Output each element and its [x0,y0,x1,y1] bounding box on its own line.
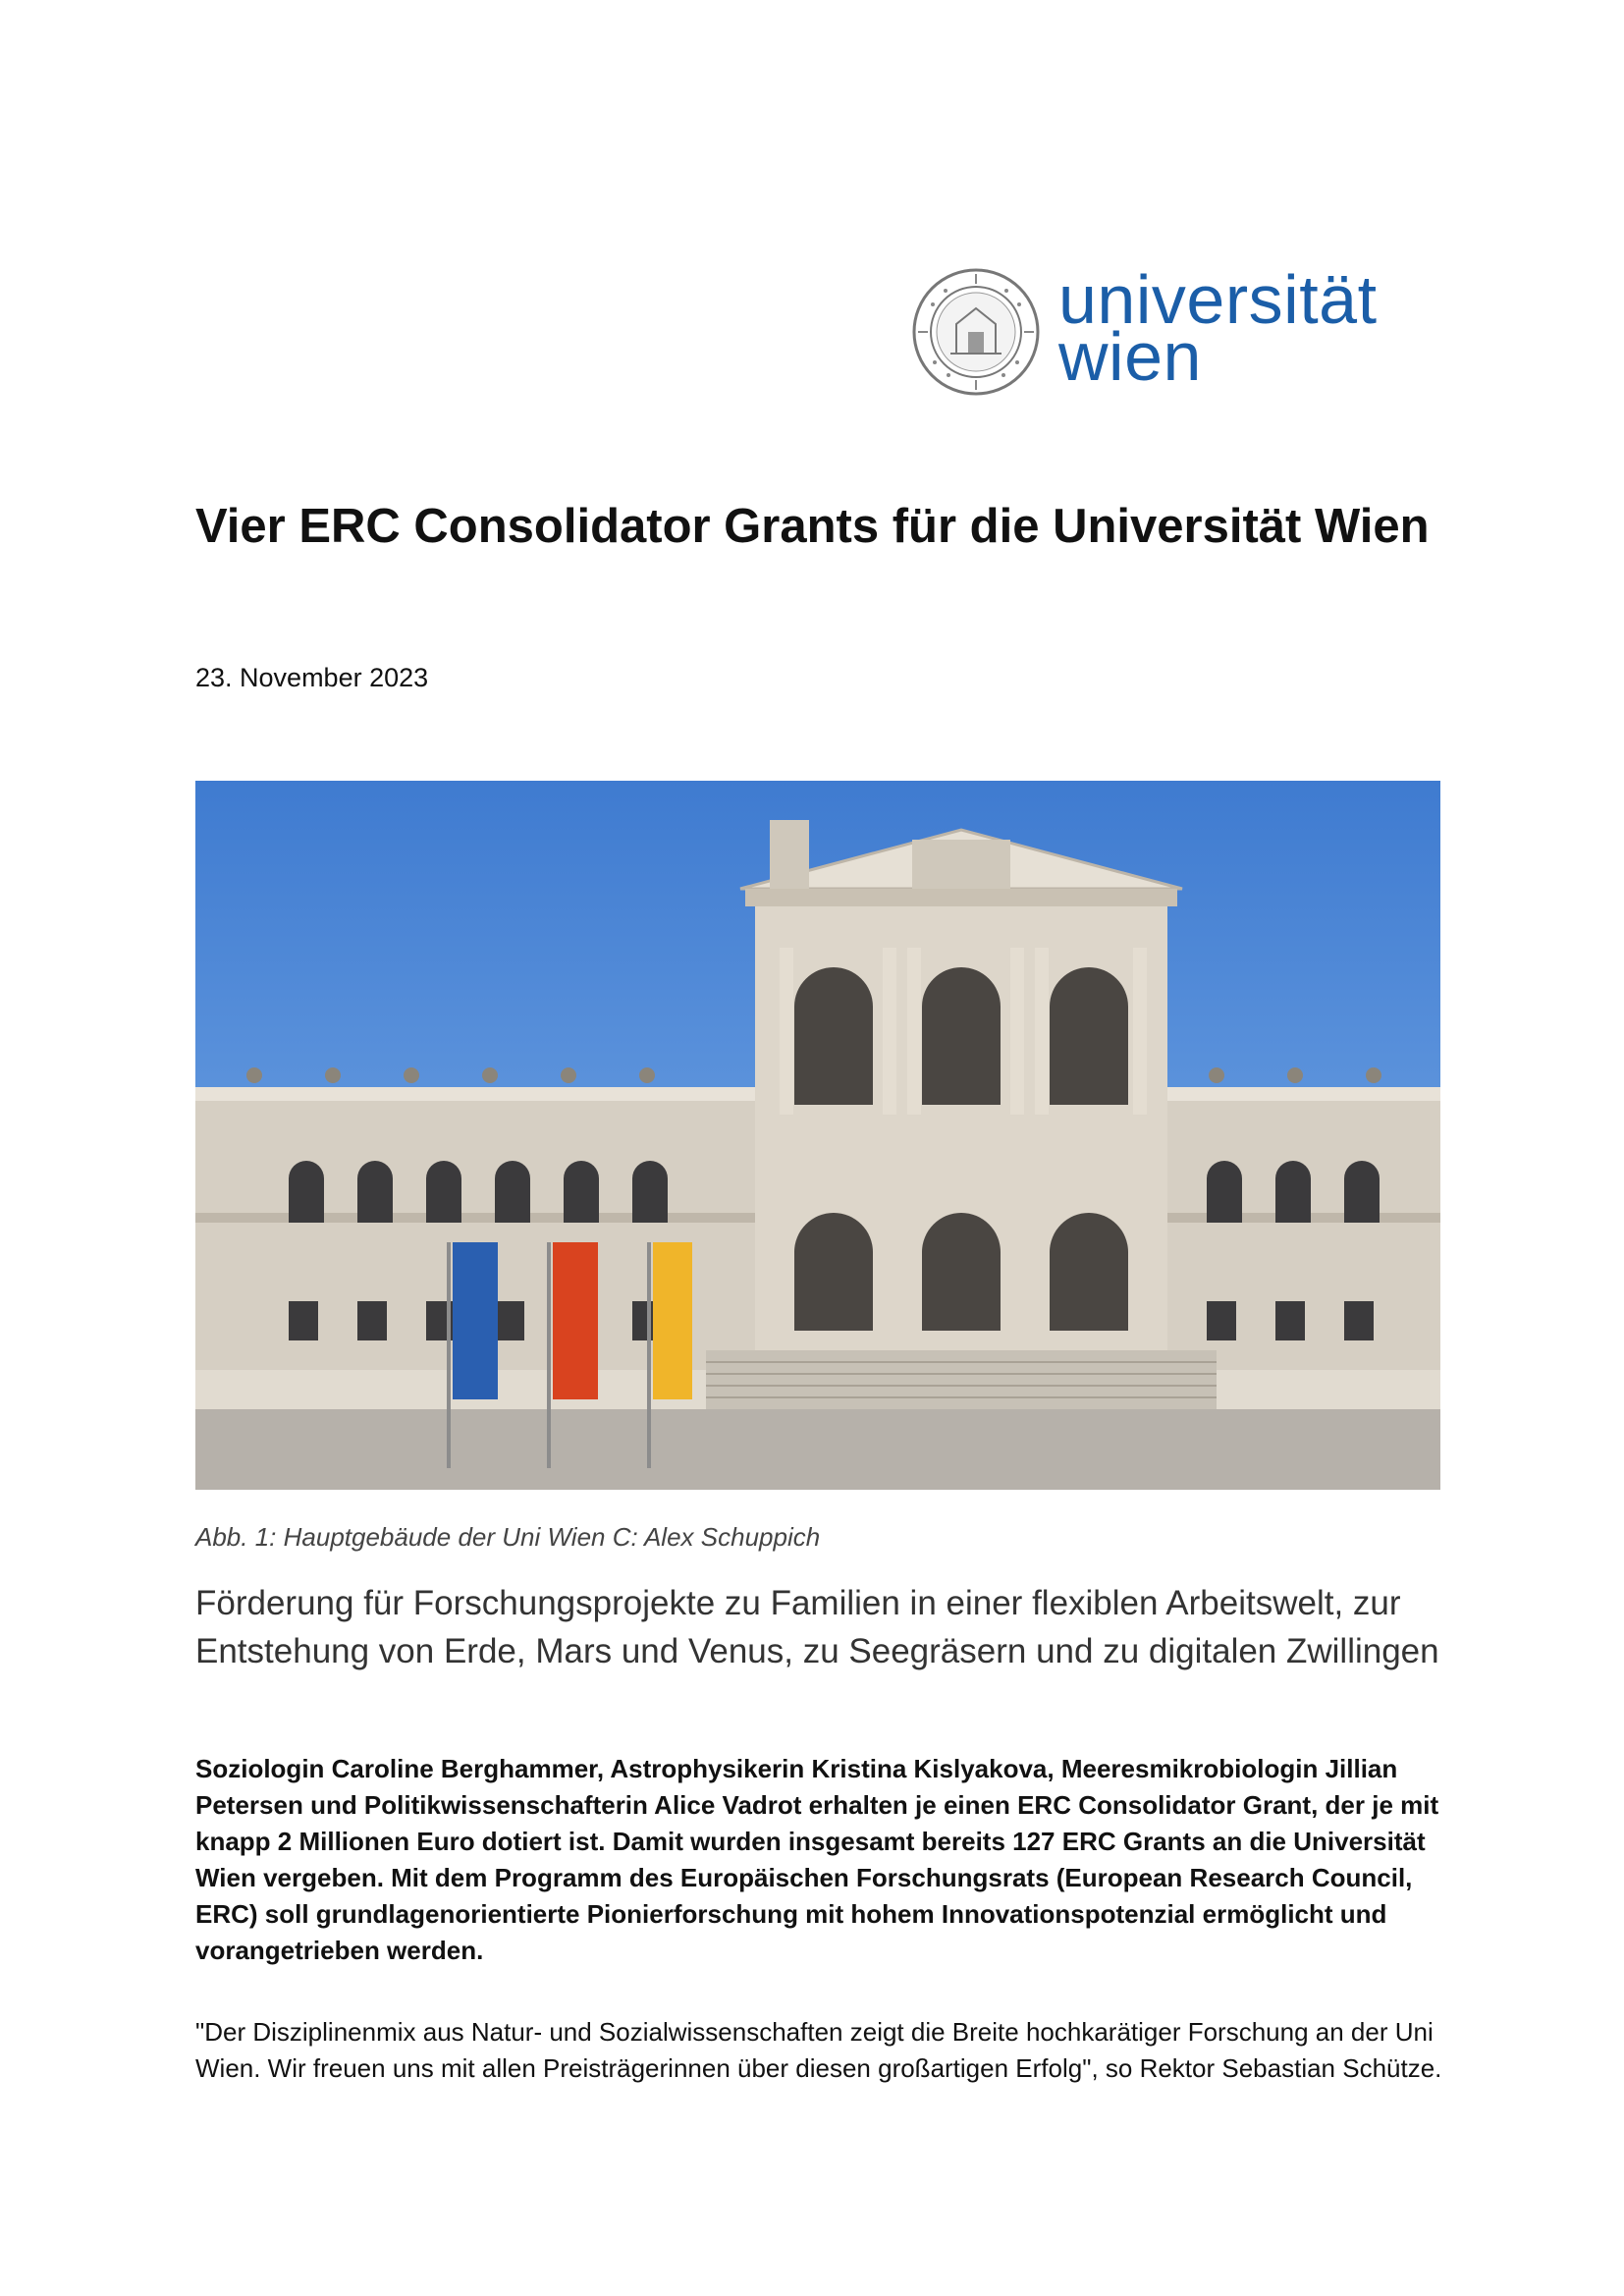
central-portico [755,889,1167,1409]
university-logo [911,261,1422,397]
staircase [706,1350,1217,1409]
flag-red [553,1242,598,1399]
main-building-photo [195,781,1440,1490]
flag-yellow [653,1242,692,1399]
wordmark-line-1: universität [1058,261,1378,338]
quote-paragraph: "Der Disziplinenmix aus Natur- und Sozialwissenschaften zeigt die Breite hochkarätiger Forschung an der Uni Wien. Wir freuen uns mit allen Preisträgerinnen über diesen großartigen Erfolg", so Rektor Sebastian Schütze. [195,2017,1442,2083]
pavement [195,1409,1440,1490]
article-subtitle: Förderung für Forschungsprojekte zu Familien in einer flexiblen Arbeitswelt, zur Entstehung von Erde, Mars und Venus, zu Seegräsern und zu digitalen Zwillingen [195,1584,1439,1670]
photo-caption: Abb. 1: Hauptgebäude der Uni Wien C: Alex Schuppich [195,1522,821,1552]
wordmark-line-2: wien [1058,318,1202,395]
lead-paragraph: Soziologin Caroline Berghammer, Astrophysikerin Kristina Kislyakova, Meeresmikrobiologin Jillian Petersen und Politikwissenschafterin Alice Vadrot erhalten je einen ERC Consolidator Grant, der je mit knapp 2 Millionen Euro dotiert ist. Damit wurden insgesamt bereits 127 ERC Grants an die Universität Wien vergeben. Mit dem Programm des Europäischen Forschungsrats (European Research Council, ERC) soll grundlagenorientierte Pionierforschung mit hohem Innovationspotenzial ermöglicht und vorangetrieben werden. [195,1754,1439,1965]
university-wordmark [1058,261,1378,395]
flag-blue [453,1242,498,1399]
article-title: Vier ERC Consolidator Grants für die Universität Wien [195,500,1430,553]
university-seal-icon [911,267,1041,397]
publication-date: 23. November 2023 [195,663,429,692]
